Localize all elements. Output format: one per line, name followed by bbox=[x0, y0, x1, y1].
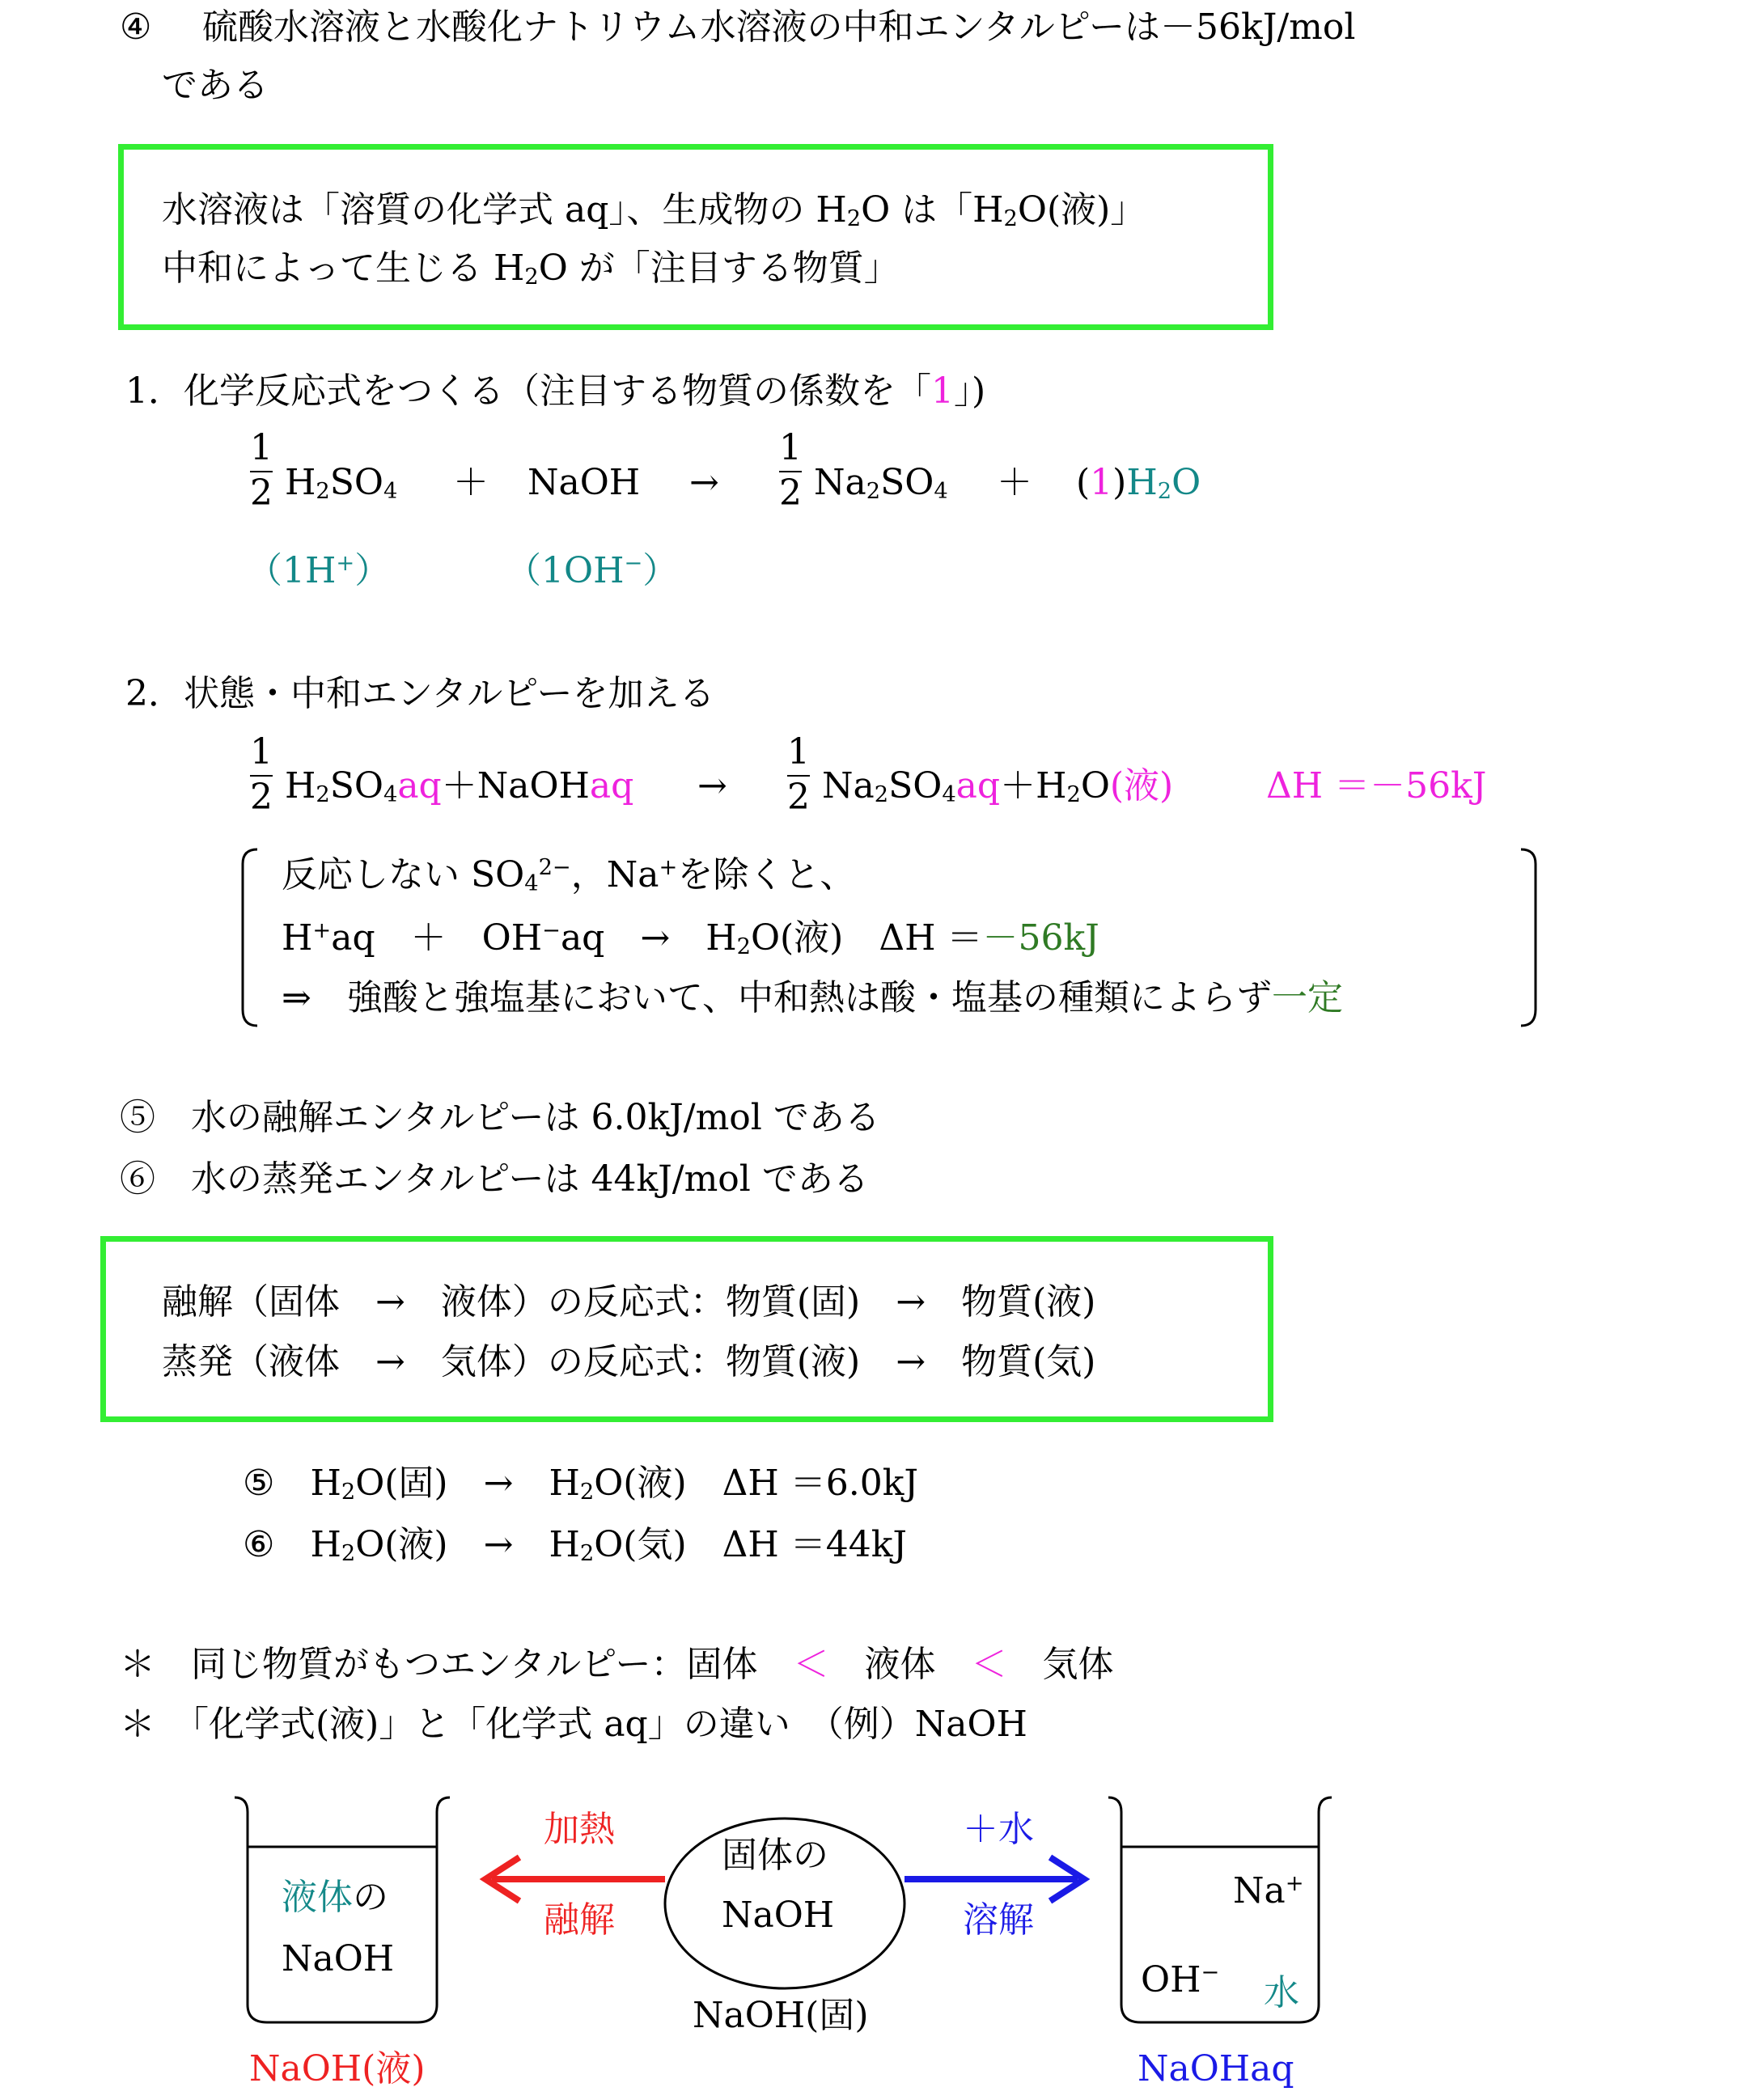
label-melt: 融解 bbox=[544, 1899, 615, 1941]
rule-box-line1: 水溶液は「溶質の化学式 aq」、生成物の $H_2O$ は「$H_2O$(液)」 bbox=[162, 189, 1146, 231]
equation-melting: ⑤ $H_2O$(固) → $H_2O$(液) ΔH ＝6.0kJ bbox=[243, 1463, 919, 1505]
sodium-ion: Na+ bbox=[1233, 1870, 1304, 1912]
ion-oh-minus: （1OH−） bbox=[506, 550, 679, 591]
formula-h2so4: $H_2SO_4$ bbox=[285, 462, 398, 504]
center-caption: NaOH(固) bbox=[693, 1995, 869, 2036]
step1-title: 1．化学反応式をつくる（注目する物質の係数を「1」) bbox=[125, 370, 986, 412]
water-label: 水 bbox=[1264, 1972, 1299, 2013]
step2-title: 2．状態・中和エンタルピーを加える bbox=[125, 673, 715, 714]
center-label1: 固体の bbox=[722, 1835, 828, 1876]
item6-text: ⑥ 水の蒸発エンタルピーは 44kJ/mol である bbox=[120, 1158, 869, 1200]
bracket-line1: 反応しない $SO_4^{2-}$，Na+を除くと、 bbox=[282, 854, 856, 896]
left-beaker-label1: 液体の bbox=[282, 1877, 388, 1918]
reaction-arrow: → bbox=[689, 462, 719, 503]
note-enthalpy-order: ＊ 同じ物質がもつエンタルピー：固体 ＜ 液体 ＜ 気体 bbox=[120, 1644, 1114, 1685]
bracket-line2: H+aq ＋ OH−aq → $H_2O$(液) ΔH ＝－56kJ bbox=[282, 917, 1099, 959]
note-liquid-vs-aq: ＊ 「化学式(液)」と「化学式 aq」の違い （例）NaOH bbox=[120, 1704, 1027, 1745]
step2-products: $Na_2SO_4aq+H_2O$(液) bbox=[822, 765, 1174, 807]
phase-rule-melting: 融解（固体 → 液体）の反応式：物質(固) → 物質(液) bbox=[162, 1281, 1096, 1323]
center-label2: NaOH bbox=[722, 1895, 835, 1936]
phase-rule-evaporation: 蒸発（液体 → 気体）の反応式：物質(液) → 物質(気) bbox=[162, 1341, 1096, 1382]
right-caption: NaOHaq bbox=[1138, 2048, 1294, 2089]
left-beaker-label2: NaOH bbox=[282, 1938, 395, 1979]
rule-box-line2: 中和によって生じる $H_2O$ が「注目する物質」 bbox=[162, 248, 900, 290]
label-heat: 加熱 bbox=[544, 1809, 615, 1850]
reaction-arrow: → bbox=[697, 765, 727, 807]
bracket-line3: ⇒ 強酸と強塩基において、中和熱は酸・塩基の種類によらず一定 bbox=[282, 977, 1343, 1018]
step2-reactants: $H_2SO_4aq+NaOHaq$ bbox=[285, 765, 634, 807]
item4-marker: ④ bbox=[120, 6, 152, 48]
label-dissolve: 溶解 bbox=[963, 1899, 1034, 1941]
fraction-half-3: 1 2 bbox=[250, 731, 273, 818]
equation-evaporation: ⑥ $H_2O$(液) → $H_2O$(気) ΔH ＝44kJ bbox=[243, 1524, 908, 1566]
plus-sign: ＋ bbox=[997, 462, 1032, 503]
formula-h2o: $(1)H_2O$ bbox=[1076, 462, 1201, 504]
ion-h-plus: （1H+） bbox=[247, 550, 391, 591]
delta-h-value: ΔH ＝－56kJ bbox=[1266, 765, 1487, 807]
fraction-half-4: 1 2 bbox=[787, 731, 810, 818]
hydroxide-ion: OH− bbox=[1141, 1959, 1220, 2001]
left-caption: NaOH(液) bbox=[249, 2048, 426, 2089]
formula-na2so4: $Na_2SO_4$ bbox=[814, 462, 948, 504]
formula-naoh: NaOH bbox=[527, 462, 641, 503]
item4-text-cont: である bbox=[162, 65, 269, 106]
plus-sign: ＋ bbox=[453, 462, 489, 503]
fraction-half-2: 1 2 bbox=[779, 427, 802, 514]
label-add-water: ＋水 bbox=[963, 1809, 1034, 1850]
item5-text: ⑤ 水の融解エンタルピーは 6.0kJ/mol である bbox=[120, 1097, 880, 1138]
fraction-half-1: 1 2 bbox=[250, 427, 273, 514]
item4-text: 硫酸水溶液と水酸化ナトリウム水溶液の中和エンタルピーは－56kJ/mol bbox=[202, 6, 1356, 48]
